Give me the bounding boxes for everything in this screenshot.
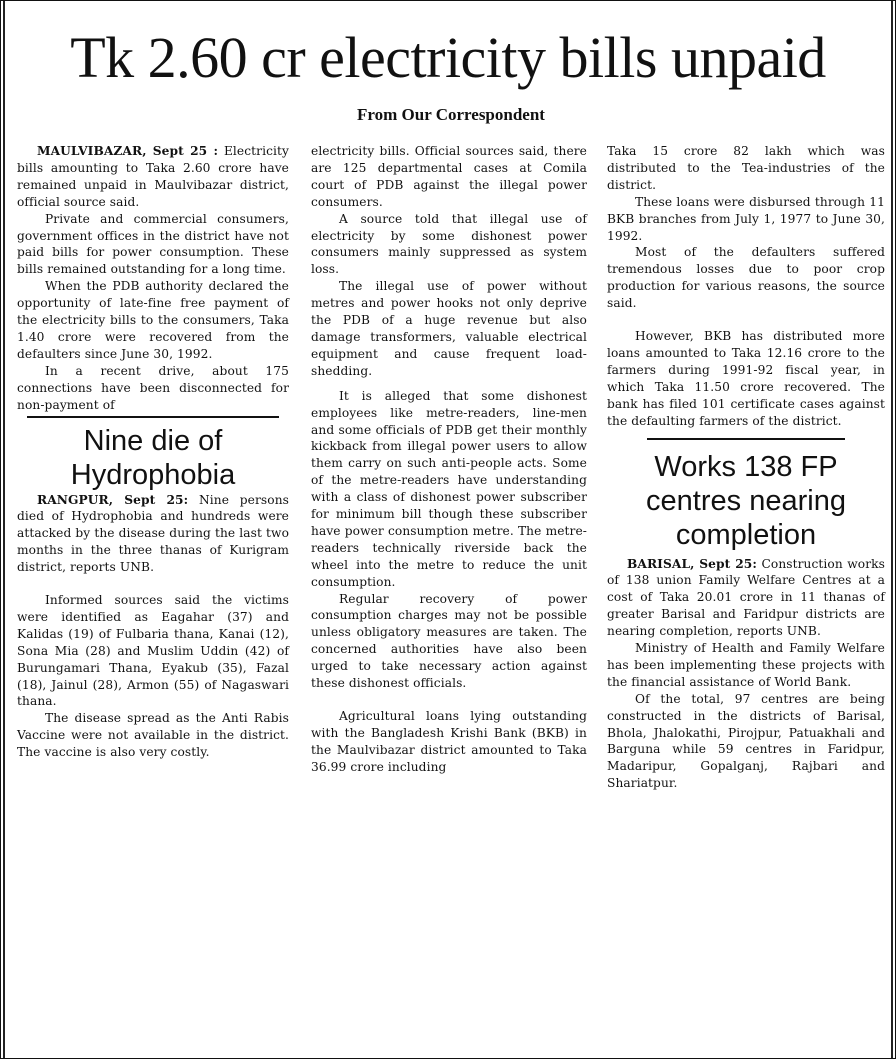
- article3-headline-line: centres nearing: [646, 484, 846, 517]
- article1-paragraph: A source told that illegal use of electricity by some dishonest power consumers mainly suppressed as system loss.: [311, 211, 587, 277]
- article3-dateline: BARISAL, Sept 25:: [627, 556, 757, 571]
- article1-paragraph: Taka 15 crore 82 lakh which was distributed to the Tea-industries of the district.: [607, 144, 885, 192]
- article1-paragraph: It is alleged that some dishonest employees like metre-readers, line-men and some officials of PDB get their monthly kickback from illegal power users to allow them carry on such anti-people acts. Some of the metre-readers have understanding with a class of dishonest power subscriber for minimum bill though these subscriber have power consumption metre. The metre-readers technically riverside back the wheel into the metre to reduce the unit consumption.: [311, 388, 587, 589]
- column-3: [607, 143, 885, 792]
- article1-paragraph: These loans were disbursed through 11 BKB branches from July 1, 1977 to June 30, 1992.: [607, 194, 885, 243]
- article2-paragraph: The disease spread as the Anti Rabis Vaccine were not available in the district. The vaccine is also very costly.: [17, 711, 289, 760]
- article1-paragraph: The illegal use of power without metres and power hooks not only deprive the PDB of a huge revenue but also damage transformers, valuable electrical equipment and cause frequent load-shedding.: [311, 279, 587, 378]
- article3-paragraph: Ministry of Health and Family Welfare has been implementing these projects with the financial assistance of World Bank.: [607, 641, 885, 689]
- article3-paragraph: BARISAL, Sept 25: Construction works of 138 union Family Welfare Centres at a cost of Taka 20.01 crore in 11 thanas of greater Barisal and Faridpur districts are nearing completion, reports UNB.: [607, 556, 885, 639]
- article1-paragraph: Private and commercial consumers, government offices in the district have not paid bills for power consumption. These bills remained outstanding for a long time.: [17, 211, 289, 277]
- article3-headline-line: completion: [675, 518, 817, 551]
- article2-paragraph: Informed sources said the victims were identified as Eagahar (37) and Kalidas (19) of Fulbaria thana, Kanai (12), Sona Mia (28) and Muslim Uddin (42) of Burungamari Thana, Eyakub (35), Fazal (18), Jainul (28), Armon (55) of Nagaswari thana.: [17, 593, 289, 709]
- article1-paragraph: Most of the defaulters suffered tremendous losses due to poor crop production for various reasons, the source said.: [607, 245, 885, 311]
- column-1: [17, 143, 289, 761]
- article2-headline-line: Nine die of: [83, 424, 223, 457]
- clipping-left-edge: [3, 1, 5, 1058]
- main-headline: Tk 2.60 cr electricity bills unpaid: [70, 25, 826, 90]
- article2-paragraph: RANGPUR, Sept 25: Nine persons died of Hydrophobia and hundreds were attacked by the disease during the last two months in the three thanas of Kurigram district, reports UNB.: [17, 492, 289, 575]
- article1-paragraph: Regular recovery of power consumption charges may not be possible unless obligatory measures are taken. The concerned authorities have also been urged to take necessary action against these dishonest officials.: [311, 591, 587, 691]
- byline: From Our Correspondent: [357, 105, 545, 124]
- article2-headline-line: Hydrophobia: [70, 458, 236, 491]
- article3-headline-line: Works 138 FP: [654, 450, 838, 483]
- article1-paragraph: electricity bills. Official sources said, there are 125 departmental cases at Comila court of PDB against the illegal power consumers.: [311, 144, 587, 209]
- article1-paragraph: In a recent drive, about 175 connections have been disconnected for non-payment of: [17, 363, 289, 412]
- section-divider: [27, 416, 279, 418]
- article2-dateline: RANGPUR, Sept 25:: [37, 492, 189, 507]
- column-2: [311, 143, 587, 776]
- article1-paragraph: Agricultural loans lying outstanding with the Bangladesh Krishi Bank (BKB) in the Maulvibazar district amounted to Taka 36.99 crore including: [311, 709, 587, 774]
- article1-paragraph: However, BKB has distributed more loans amounted to Taka 12.16 crore to the farmers during 1991-92 fiscal year, in which Taka 11.50 crore recovered. The bank has filed 101 certificate cases against the defaulting farmers of the district.: [607, 329, 885, 428]
- article1-paragraph: MAULVIBAZAR, Sept 25 : Electricity bills amounting to Taka 2.60 crore have remained unpaid in Maulvibazar district, official source said.: [17, 144, 289, 209]
- article1-dateline: MAULVIBAZAR, Sept 25 :: [37, 144, 219, 158]
- section-divider: [647, 438, 845, 440]
- article1-paragraph: When the PDB authority declared the opportunity of late-fine free payment of the electricity bills to the consumers, Taka 1.40 crore were recovered from the defaulters since June 30, 1992.: [17, 279, 289, 361]
- clipping-right-edge: [891, 1, 893, 1058]
- article3-paragraph: Of the total, 97 centres are being constructed in the districts of Barisal, Bhola, Jhalokathi, Pirojpur, Patuakhali and Barguna while 59 centres in Faridpur, Madaripur, Gopalganj, Rajbari and Shariatpur.: [607, 691, 885, 791]
